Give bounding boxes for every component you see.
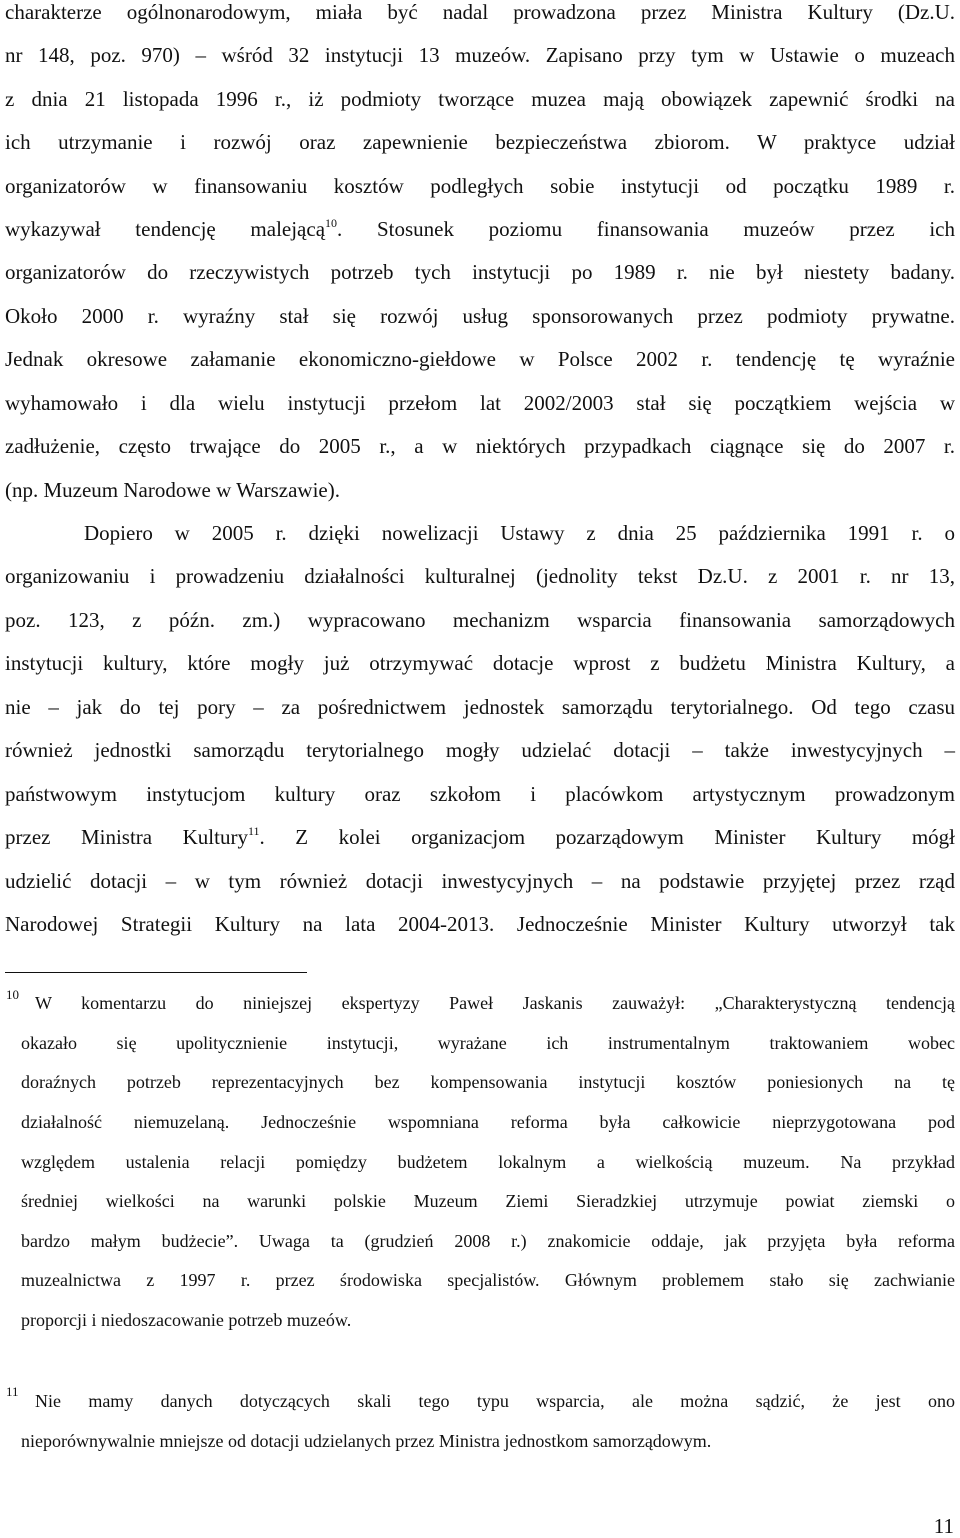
body-line: z dnia 21 listopada 1996 r., iż podmioty tworzące muzea mają obowiązek zapewnić środki na <box>5 87 955 111</box>
body-text-span: przez Ministra Kultury <box>5 825 248 849</box>
body-line <box>5 824 955 849</box>
footnote-line: W komentarzu do niniejszej ekspertyzy Paweł Jaskanis zauważył: „Charakterystyczną tendencją <box>35 993 955 1013</box>
body-line: wyhamowało i dla wielu instytucji przełom lat 2002/2003 stał się początkiem wejścia w <box>5 391 955 415</box>
body-line: Około 2000 r. wyraźny stał się rozwój usług sponsorowanych przez podmioty prywatne. <box>5 304 955 328</box>
body-line: organizowaniu i prowadzeniu działalności kulturalnej (jednolity tekst Dz.U. z 2001 r. nr 13, <box>5 564 955 588</box>
body-line: nie – jak do tej pory – za pośrednictwem jednostek samorządu terytorialnego. Od tego czasu <box>5 695 955 719</box>
body-line: Narodowej Strategii Kultury na lata 2004-2013. Jednocześnie Minister Kultury utworzył tak <box>5 912 955 936</box>
footnote-line: okazało się upolitycznienie instytucji, wyrażane ich instrumentalnym traktowaniem wobec <box>21 1033 955 1053</box>
body-line: instytucji kultury, które mogły już otrzymywać dotacje wprost z budżetu Ministra Kultury, a <box>5 651 955 675</box>
body-line: organizatorów do rzeczywistych potrzeb tych instytucji po 1989 r. nie był niestety badany. <box>5 260 955 284</box>
body-line: (np. Muzeum Narodowe w Warszawie). <box>5 478 340 502</box>
body-line: ich utrzymanie i rozwój oraz zapewnienie bezpieczeństwa zbiorom. W praktyce udział <box>5 130 955 154</box>
footnote-line: bardzo małym budżecie”. Uwaga ta (grudzień 2008 r.) znakomicie oddaje, jak przyjęta była reforma <box>21 1231 955 1251</box>
body-line: charakterze ogólnonarodowym, miała być nadal prowadzona przez Ministra Kultury (Dz.U. <box>5 0 955 24</box>
footnote-ref-10[interactable]: 10 <box>325 216 338 230</box>
body-line: nr 148, poz. 970) – wśród 32 instytucji 13 muzeów. Zapisano przy tym w Ustawie o muzeach <box>5 43 955 67</box>
footnote-line: działalność niemuzelaną. Jednocześnie wspomniana reforma była całkowicie nieprzygotowana pod <box>21 1112 955 1132</box>
footnote-ref-11[interactable]: 11 <box>247 824 260 838</box>
footnote-line: doraźnych potrzeb reprezentacyjnych bez kompensowania instytucji kosztów poniesionych na tę <box>21 1072 955 1092</box>
body-text-span: . Z kolei organizacjom pozarządowym Minister Kultury mógł <box>259 825 955 849</box>
body-line: zadłużenie, często trwające do 2005 r., a w niektórych przypadkach ciągnące się do 2007 r. <box>5 434 955 458</box>
page-number: 11 <box>933 1514 954 1538</box>
body-line: udzielić dotacji – w tym również dotacji inwestycyjnych – na podstawie przyjętej przez rząd <box>5 869 955 893</box>
footnote-line: nieporównywalnie mniejsze od dotacji udzielanych przez Ministra jednostkom samorządowym. <box>21 1431 712 1451</box>
body-line: również jednostki samorządu terytorialnego mogły udzielać dotacji – także inwestycyjnych – <box>5 738 955 762</box>
footnote-line: względem ustalenia relacji pomiędzy budżetem lokalnym a wielkością muzeum. Na przykład <box>21 1152 955 1172</box>
body-line: poz. 123, z późn. zm.) wypracowano mechanizm wsparcia finansowania samorządowych <box>5 608 955 632</box>
body-line: Jednak okresowe załamanie ekonomiczno-giełdowe w Polsce 2002 r. tendencję tę wyraźnie <box>5 347 955 371</box>
body-line: organizatorów w finansowaniu kosztów podległych sobie instytucji od początku 1989 r. <box>5 174 955 198</box>
footnote-line: Nie mamy danych dotyczących skali tego typu wsparcia, ale można sądzić, że jest ono <box>35 1391 955 1411</box>
footnote-line: średniej wielkości na warunki polskie Muzeum Ziemi Sieradzkiej utrzymuje powiat ziemski o <box>21 1191 955 1211</box>
body-line: państwowym instytucjom kultury oraz szkołom i placówkom artystycznym prowadzonym <box>5 782 955 806</box>
footnote-line: proporcji i niedoszacowanie potrzeb muzeów. <box>21 1310 352 1330</box>
footnote-number: 11 <box>6 1384 19 1399</box>
body-text-span: wykazywał tendencję malejącą <box>5 217 326 241</box>
footnote-line: muzealnictwa z 1997 r. przez środowiska specjalistów. Głównym problemem stało się zachwianie <box>21 1270 955 1290</box>
body-line <box>5 216 956 241</box>
body-line: Dopiero w 2005 r. dzięki nowelizacji Ustawy z dnia 25 października 1991 r. o <box>84 521 955 545</box>
footnote-number: 10 <box>6 987 19 1002</box>
footnote-separator <box>5 972 307 973</box>
body-text-span: . Stosunek poziomu finansowania muzeów przez ich <box>337 217 956 241</box>
